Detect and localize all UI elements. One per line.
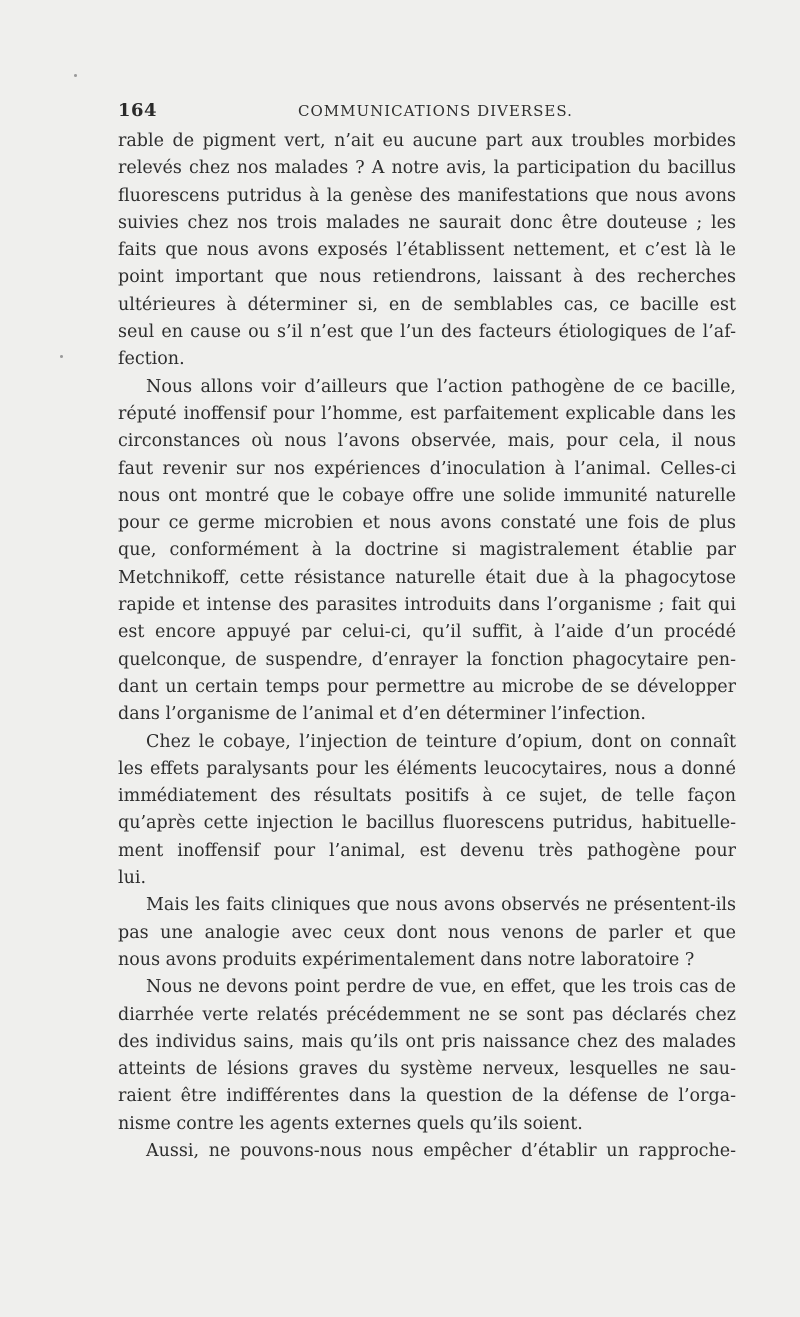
page-number: 164 bbox=[118, 100, 158, 121]
text-line: Nous ne devons point perdre de vue, en effet, que les trois cas de bbox=[146, 977, 736, 998]
text-line: suivies chez nos trois malades ne saurait donc être douteuse ; les bbox=[118, 212, 736, 233]
text-line: est encore appuyé par celui-ci, qu’il suffit, à l’aide d’un procédé bbox=[118, 622, 736, 643]
text-line: les effets paralysants pour les éléments leucocytaires, nous a donné bbox=[118, 758, 736, 779]
text-line: dans l’organisme de l’animal et d’en déterminer l’infection. bbox=[118, 704, 646, 725]
text-line: ultérieures à déterminer si, en de semblables cas, ce bacille est bbox=[118, 294, 736, 315]
paper-speck bbox=[60, 355, 63, 358]
text-line: relevés chez nos malades ? A notre avis, la participation du bacillus bbox=[118, 158, 736, 179]
text-line: immédiatement des résultats positifs à ce sujet, de telle façon bbox=[118, 786, 736, 807]
text-line: ment inoffensif pour l’animal, est devenu très pathogène pour bbox=[118, 840, 736, 861]
text-line: faits que nous avons exposés l’établissent nettement, et c’est là le bbox=[118, 240, 736, 261]
text-line: lui. bbox=[118, 868, 147, 889]
running-head: COMMUNICATIONS DIVERSES. bbox=[298, 102, 573, 120]
text-line: nous ont montré que le cobaye offre une solide immunité naturelle bbox=[118, 485, 736, 506]
text-line: Chez le cobaye, l’injection de teinture d’opium, dont on connaît bbox=[146, 731, 736, 752]
text-line: Nous allons voir d’ailleurs que l’action pathogène de ce bacille, bbox=[146, 376, 736, 397]
text-line: quelconque, de suspendre, d’enrayer la fonction phagocytaire pen- bbox=[118, 649, 736, 670]
text-line: fluorescens putridus à la genèse des manifestations que nous avons bbox=[118, 185, 736, 206]
text-line: pour ce germe microbien et nous avons constaté une fois de plus bbox=[118, 513, 736, 534]
text-line: des individus sains, mais qu’ils ont pris naissance chez des malades bbox=[118, 1031, 736, 1052]
text-line: atteints de lésions graves du système nerveux, lesquelles ne sau- bbox=[118, 1059, 736, 1080]
text-line: raient être indifférentes dans la question de la défense de l’orga- bbox=[118, 1086, 736, 1107]
text-line: seul en cause ou s’il n’est que l’un des facteurs étiologiques de l’af- bbox=[118, 322, 736, 343]
text-line: nisme contre les agents externes quels qu’ils soient. bbox=[118, 1113, 583, 1134]
text-line: circonstances où nous l’avons observée, mais, pour cela, il nous bbox=[118, 431, 736, 452]
text-line: que, conformément à la doctrine si magistralement établie par bbox=[118, 540, 736, 561]
page-header bbox=[118, 100, 734, 122]
paper-speck bbox=[74, 74, 77, 77]
text-line: Aussi, ne pouvons-nous nous empêcher d’établir un rapproche- bbox=[146, 1140, 736, 1161]
text-line: Mais les faits cliniques que nous avons observés ne présentent-ils bbox=[146, 895, 736, 916]
text-line: nous avons produits expérimentalement dans notre laboratoire ? bbox=[118, 949, 695, 970]
text-line: rable de pigment vert, n’ait eu aucune part aux troubles morbides bbox=[118, 131, 736, 151]
text-line: dant un certain temps pour permettre au microbe de se développer bbox=[118, 676, 736, 697]
text-line: point important que nous retiendrons, laissant à des recherches bbox=[118, 267, 736, 288]
body-text bbox=[118, 128, 736, 1165]
text-line: rapide et intense des parasites introduits dans l’organisme ; fait qui bbox=[118, 595, 736, 616]
text-line: diarrhée verte relatés précédemment ne se sont pas déclarés chez bbox=[118, 1004, 736, 1025]
text-line: réputé inoffensif pour l’homme, est parfaitement explicable dans les bbox=[118, 403, 736, 424]
text-line: faut revenir sur nos expériences d’inoculation à l’animal. Celles-ci bbox=[118, 458, 736, 479]
text-line: Metchnikoff, cette résistance naturelle était due à la phagocytose bbox=[118, 567, 736, 588]
text-line: pas une analogie avec ceux dont nous venons de parler et que bbox=[118, 922, 736, 943]
text-line: qu’après cette injection le bacillus fluorescens putridus, habituelle- bbox=[118, 813, 736, 834]
text-line: fection. bbox=[118, 349, 185, 370]
